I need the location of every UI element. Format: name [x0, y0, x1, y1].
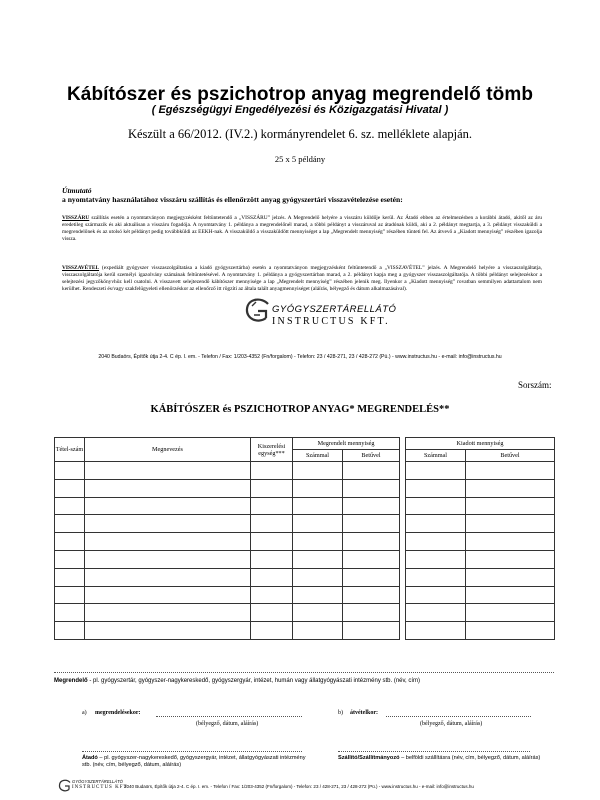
- cell-issued-words[interactable]: [466, 515, 555, 533]
- cell-ordered-words[interactable]: [343, 550, 400, 568]
- col-ordered: Megrendelt mennyiség: [293, 438, 400, 450]
- return-lead: VISSZÁRU: [62, 215, 90, 221]
- col-issued-number: Számmal: [406, 450, 466, 462]
- cell-issued-words[interactable]: [466, 568, 555, 586]
- cell-ordered-number[interactable]: [293, 533, 343, 551]
- cell-name[interactable]: [85, 550, 251, 568]
- cell-issued-number[interactable]: [406, 462, 466, 480]
- cell-issued-number[interactable]: [406, 515, 466, 533]
- col-issued-words: Betűvel: [466, 450, 555, 462]
- cell-item-no[interactable]: [55, 479, 85, 497]
- footer-address: 2040 Budaörs, Építők útja 2-4. C ép. I. em. - Telefon / Fax: 1/203-4352 (Fn/forgalom) - Telefon: 23 / 428-271, 23 / 428-272 (Pü.) - www.instructus.hu - e-mail: info@instructus.hu: [124, 784, 474, 789]
- col-package: Kiszerelési egység***: [251, 438, 293, 462]
- carrier-caption: [338, 755, 578, 761]
- cell-package[interactable]: [251, 515, 293, 533]
- cell-ordered-words[interactable]: [343, 604, 400, 622]
- cell-package[interactable]: [251, 622, 293, 640]
- cell-ordered-words[interactable]: [343, 462, 400, 480]
- cell-item-no[interactable]: [55, 533, 85, 551]
- cell-ordered-words[interactable]: [343, 479, 400, 497]
- orderer-label: Megrendelő: [54, 678, 88, 684]
- at-order-hint: (bélyegző, dátum, aláírás): [196, 721, 259, 727]
- cell-name[interactable]: [85, 515, 251, 533]
- table-row: [55, 533, 555, 551]
- order-table: [54, 437, 555, 640]
- company-address: 2040 Budaörs, Építők útja 2-4. C ép. I. em. - Telefon / Fax: 1/203-4352 (Fn/forgalom) - Telefon: 23 / 428-271, 23 / 428-272 (Pü.) - www.instructus.hu - e-mail: info@instructus.hu: [98, 354, 502, 360]
- orderer-caption: [54, 678, 554, 684]
- cell-name[interactable]: [85, 622, 251, 640]
- cell-issued-words[interactable]: [466, 479, 555, 497]
- instructions-return-paragraph: [62, 215, 542, 243]
- cell-issued-words[interactable]: [466, 533, 555, 551]
- cell-issued-words[interactable]: [466, 622, 555, 640]
- at-receipt-label: átvételkor:: [350, 710, 378, 716]
- cell-item-no[interactable]: [55, 568, 85, 586]
- cell-ordered-number[interactable]: [293, 479, 343, 497]
- issuer-caption: [82, 755, 312, 768]
- cell-item-no[interactable]: [55, 497, 85, 515]
- form-title: KÁBÍTÓSZER és PSZICHOTROP ANYAG* MEGRENDELÉS**: [150, 404, 450, 415]
- cell-ordered-words[interactable]: [343, 533, 400, 551]
- company-logo-icon: [244, 298, 272, 324]
- cell-ordered-number[interactable]: [293, 550, 343, 568]
- cell-issued-number[interactable]: [406, 622, 466, 640]
- cell-ordered-number[interactable]: [293, 604, 343, 622]
- footer-logo-line2: INSTRUCTUS KFT.: [72, 785, 130, 790]
- cell-issued-words[interactable]: [466, 550, 555, 568]
- cell-ordered-words[interactable]: [343, 515, 400, 533]
- cell-ordered-number[interactable]: [293, 497, 343, 515]
- return-text: szállítás esetén a nyomtatványon megjegyzésként feltüntetendő a „VISSZÁRU” jelzés. A Megrendelő helyére a visszáru küldője kerül. Az Átadó ebben az értelmezésben a korábbi átadó, akitől az áru eredetileg származik és aki aktuálisan a visszáru fogadója. A nyomtatvány 1. példánya a megrendelőnél marad, a többi példányt a visszáruval az átadónak küldi, aki a 2. példányt megtartja, a 3. példányt visszaküldi a megrendelőnek és az utolsó két példányt pedig továbbküldi az EEKH-nak. A visszaküldő a visszaküldött mennyiséget a lap „Megrendelt mennyiség” részében tünteti fel. Az átvevő a „Kiadott mennyiség” részében igazolja vissza.: [62, 215, 542, 243]
- b-label: b): [338, 710, 343, 716]
- cell-ordered-number[interactable]: [293, 462, 343, 480]
- cell-package[interactable]: [251, 568, 293, 586]
- table-row: [55, 479, 555, 497]
- cell-name[interactable]: [85, 533, 251, 551]
- table-row: [55, 515, 555, 533]
- regulation-note: Készült a 66/2012. (IV.2.) kormányrendelet 6. sz. melléklete alapján.: [127, 127, 473, 141]
- cell-ordered-words[interactable]: [343, 586, 400, 604]
- cell-ordered-words[interactable]: [343, 568, 400, 586]
- copies-note: 25 x 5 példány: [274, 154, 326, 164]
- cell-name[interactable]: [85, 462, 251, 480]
- cell-package[interactable]: [251, 462, 293, 480]
- cell-ordered-number[interactable]: [293, 568, 343, 586]
- cell-package[interactable]: [251, 479, 293, 497]
- at-order-signature-line[interactable]: [156, 716, 302, 717]
- cell-name[interactable]: [85, 497, 251, 515]
- cell-issued-words[interactable]: [466, 586, 555, 604]
- cell-issued-number[interactable]: [406, 533, 466, 551]
- cell-issued-words[interactable]: [466, 497, 555, 515]
- issuer-line[interactable]: [82, 751, 302, 752]
- cell-name[interactable]: [85, 479, 251, 497]
- cell-ordered-number[interactable]: [293, 586, 343, 604]
- instructions-takeback-paragraph: [62, 265, 542, 293]
- cell-item-no[interactable]: [55, 622, 85, 640]
- carrier-hint: – belföldi szállításra (név, cím, bélyegző, dátum, aláírás): [399, 755, 541, 761]
- instructions-title: Útmutató: [62, 186, 92, 195]
- a-label: a): [82, 710, 87, 716]
- at-order-label: megrendelésekor:: [95, 710, 141, 716]
- document-title: Kábítószer és pszichotrop anyag megrendelő tömb: [66, 84, 534, 105]
- cell-item-no[interactable]: [55, 515, 85, 533]
- cell-issued-number[interactable]: [406, 550, 466, 568]
- instructions-subheading: a nyomtatvány használatához visszáru szállítás és ellenőrzött anyag gyógyszertári visszavételezése esetén:: [62, 195, 403, 204]
- at-receipt-hint: (bélyegző, dátum, aláírás): [420, 721, 483, 727]
- table-row: [55, 497, 555, 515]
- col-ordered-number: Számmal: [293, 450, 343, 462]
- cell-issued-words[interactable]: [466, 604, 555, 622]
- document-subtitle: ( Egészségügyi Engedélyezési és Közigazgatási Hivatal ): [151, 104, 449, 116]
- cell-package[interactable]: [251, 533, 293, 551]
- cell-issued-number[interactable]: [406, 568, 466, 586]
- table-row: [55, 568, 555, 586]
- issuer-hint: – pl. gyógyszer-nagykereskedő, gyógyszergyár, intézet, állatgyógyászati intézmény stb. (név, cím, bélyegző, dátum, aláírás): [82, 755, 306, 768]
- cell-item-no[interactable]: [55, 586, 85, 604]
- footer-logo-icon: [58, 779, 72, 793]
- orderer-line[interactable]: [54, 672, 554, 673]
- takeback-lead: VISSZAVÉTEL: [62, 265, 100, 271]
- table-row: [55, 604, 555, 622]
- table-row: [55, 550, 555, 568]
- table-row: [55, 462, 555, 480]
- table-row: [55, 586, 555, 604]
- cell-issued-number[interactable]: [406, 604, 466, 622]
- at-receipt-signature-line[interactable]: [386, 716, 531, 717]
- cell-package[interactable]: [251, 497, 293, 515]
- cell-ordered-number[interactable]: [293, 622, 343, 640]
- cell-item-no[interactable]: [55, 462, 85, 480]
- cell-issued-number[interactable]: [406, 497, 466, 515]
- company-logo-line1: GYÓGYSZERTÁRELLÁTÓ: [272, 304, 397, 315]
- col-ordered-words: Betűvel: [343, 450, 400, 462]
- col-item-no: Tétel-szám: [55, 438, 85, 462]
- instructions-heading: [62, 186, 403, 204]
- company-logo-line2: INSTRUCTUS KFT.: [272, 316, 390, 327]
- cell-ordered-number[interactable]: [293, 515, 343, 533]
- orderer-hint: - pl. gyógyszertár, gyógyszer-nagykereskedő, gyógyszergyár, intézet, humán vagy állatgyógyászati intézmény stb. (név, cím): [87, 678, 421, 684]
- cell-issued-number[interactable]: [406, 479, 466, 497]
- cell-package[interactable]: [251, 604, 293, 622]
- cell-item-no[interactable]: [55, 550, 85, 568]
- cell-ordered-words[interactable]: [343, 622, 400, 640]
- cell-issued-words[interactable]: [466, 462, 555, 480]
- cell-item-no[interactable]: [55, 604, 85, 622]
- col-issued: Kiadott mennyiség: [406, 438, 555, 450]
- cell-name[interactable]: [85, 604, 251, 622]
- takeback-text: (expediált gyógyszer visszaszolgáltatása a kiadó gyógyszertárba) esetén a nyomtatványon megjegyzésként feltüntetendő a „VISSZAVÉTEL” jelzés. A Megrendelő helyére a visszaszolgáltatja, visszaszolgáltatója kerül személyi igazolvány számának feltüntetésével. A nyomtatvány 1. példánya a gyógyszertárban marad, a 2. példányt kapja meg a gyógyszer visszaszolgáltatója. A többi példányt selejtezéskor a selejtezési jegyzőkönyvhöz kell csatolni. A visszavett selejtezendő kábítószer mennyisége a lap „Megrendelt mennyiség” részében jelenik meg. Ilyenkor a „Kiadott mennyiség” rovatban semmilyen adattartalom nem kerülhet. Rendeszeti és/vagy szakfelügyeleti ellenőrzéskor az ellenőrző itt rögzíti az általa talált anyagmennyiséget (aláírás, bélyegző és dátum alkalmazásával).: [62, 265, 542, 293]
- footer-logo-line1: GYÓGYSZERTÁRELLÁTÓ: [72, 779, 123, 784]
- carrier-line[interactable]: [338, 751, 530, 752]
- cell-package[interactable]: [251, 550, 293, 568]
- issuer-label: Átadó: [82, 755, 98, 761]
- cell-issued-number[interactable]: [406, 586, 466, 604]
- col-name: Megnevezés: [85, 438, 251, 462]
- carrier-label: Szállító/Szállítmányozó: [338, 755, 400, 761]
- cell-name[interactable]: [85, 586, 251, 604]
- cell-name[interactable]: [85, 568, 251, 586]
- table-row: [55, 622, 555, 640]
- serial-number-label: Sorszám:: [518, 380, 552, 390]
- cell-ordered-words[interactable]: [343, 497, 400, 515]
- cell-package[interactable]: [251, 586, 293, 604]
